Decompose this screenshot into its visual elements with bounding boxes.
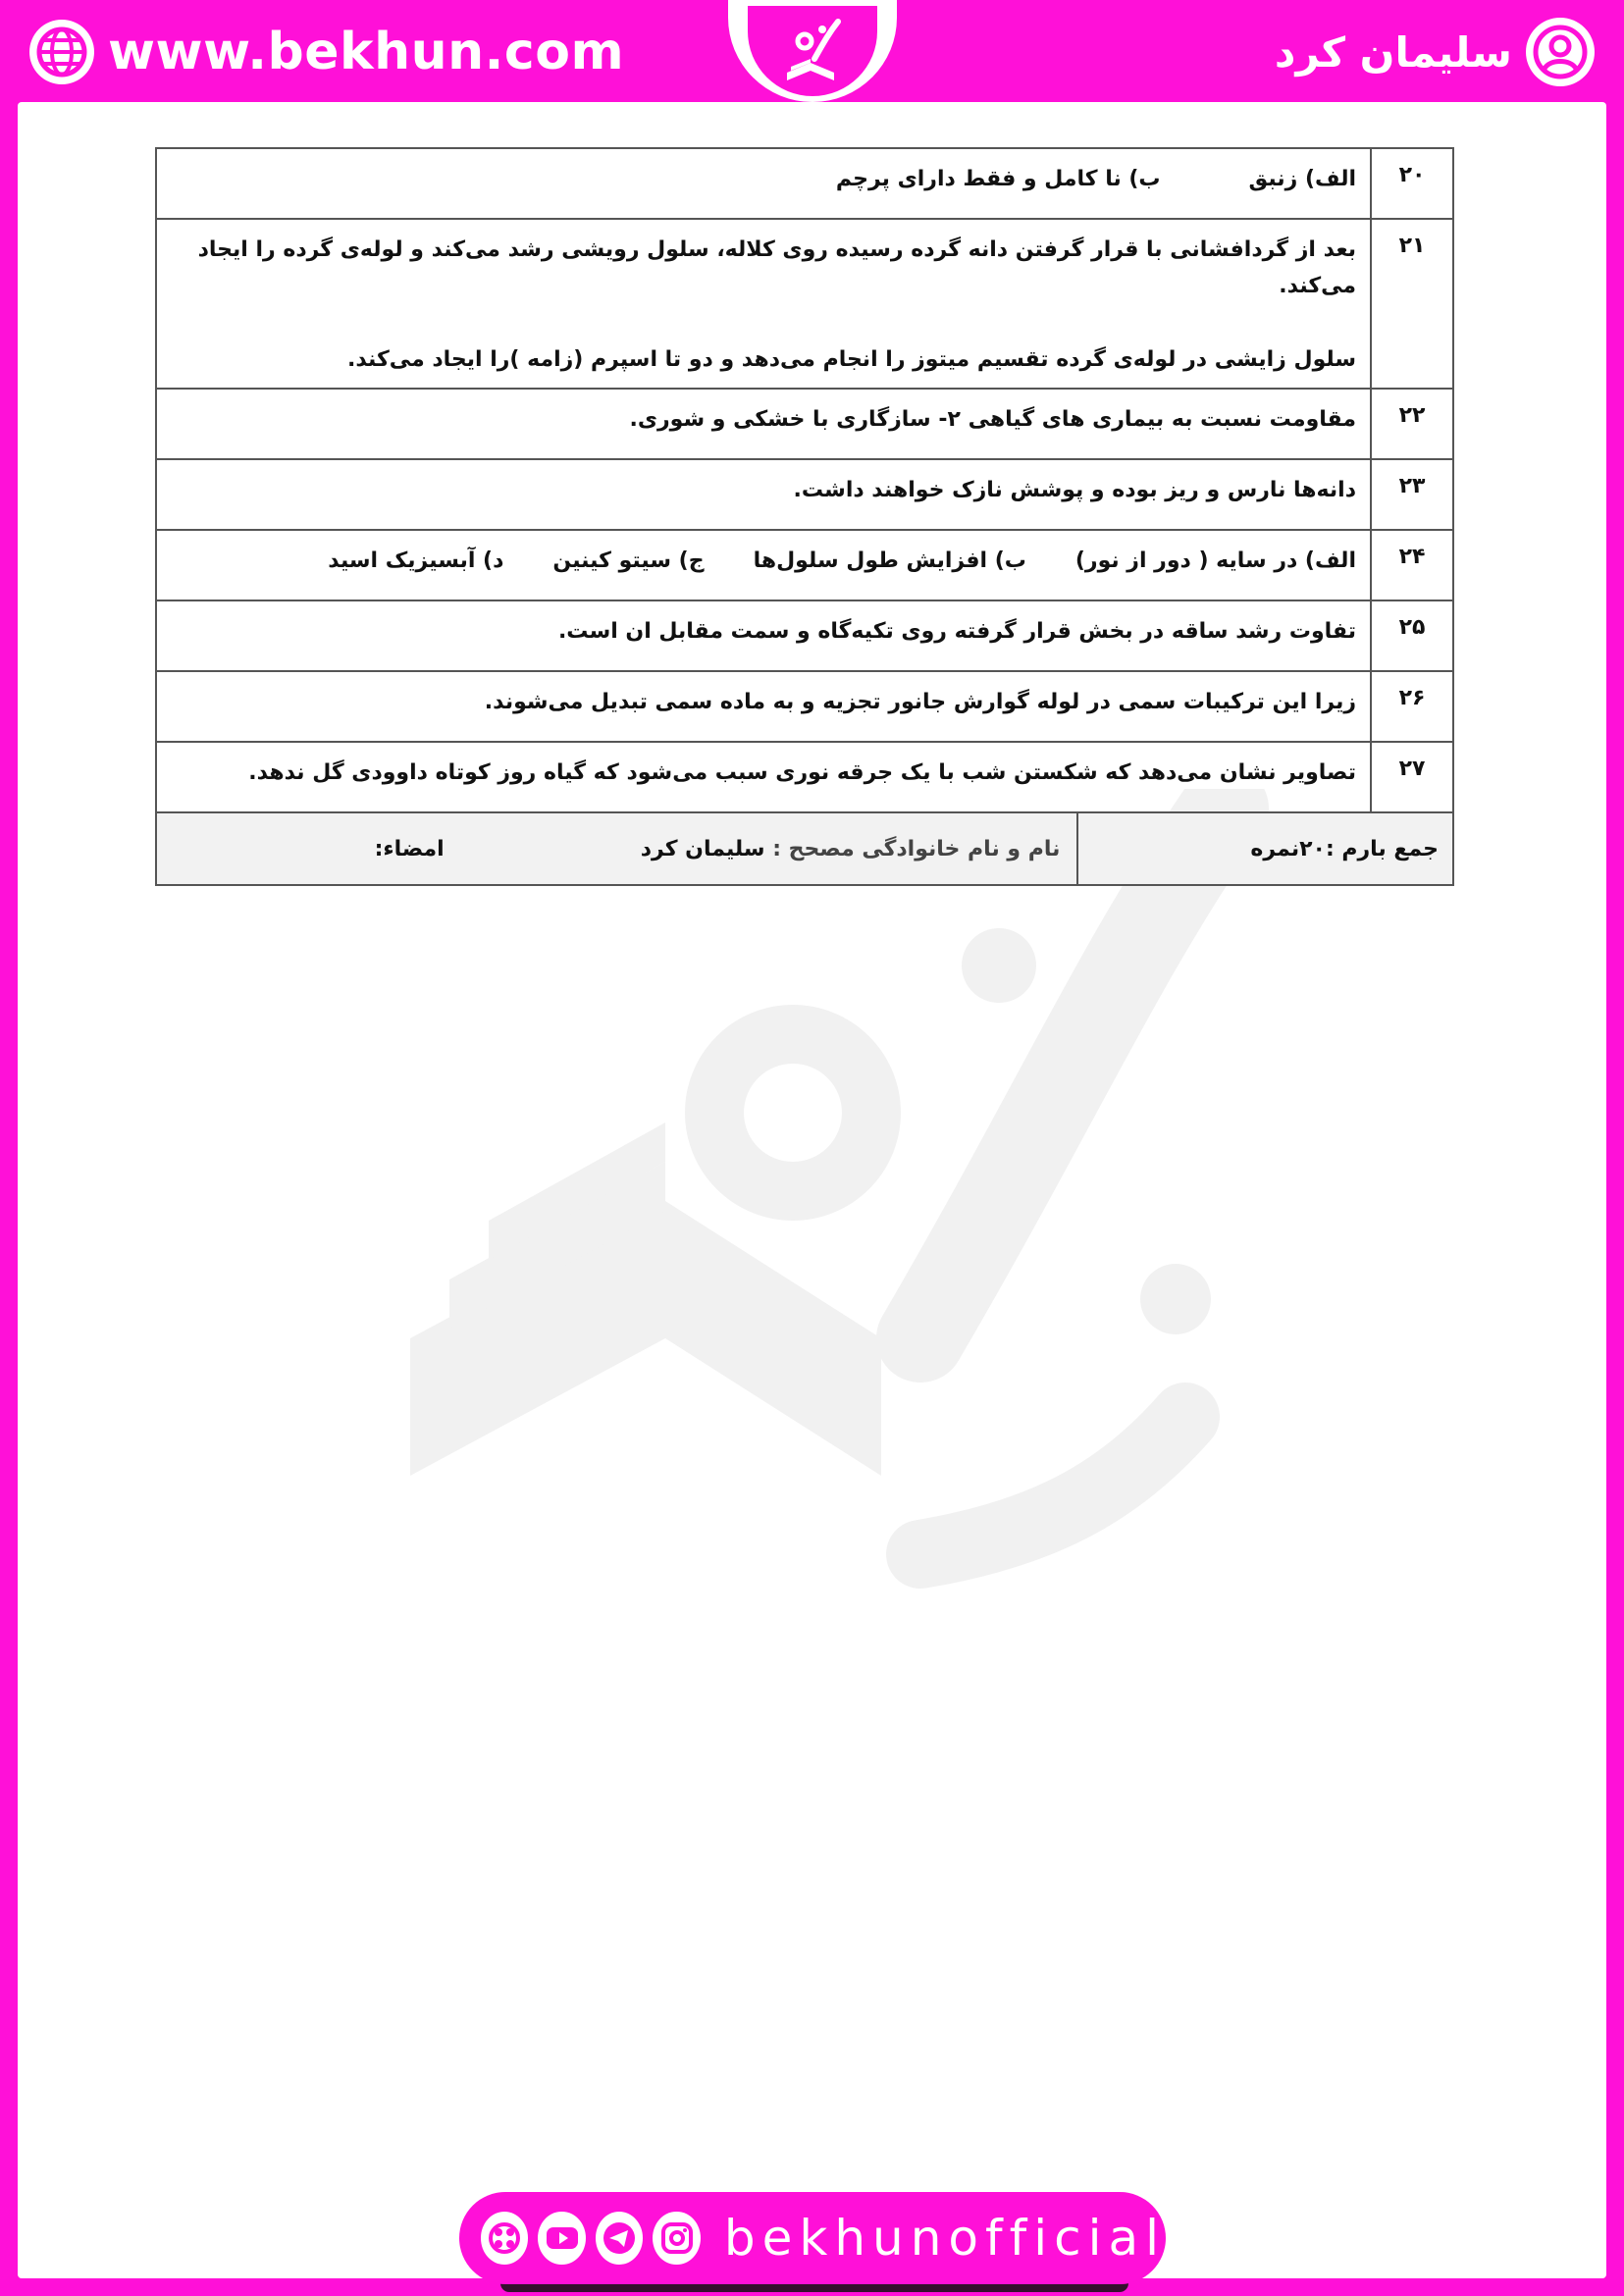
answer-line-1: بعد از گردافشانی با قرار گرفتن دانه گرده رسیده روی کلاله، سلول رویشی رشد می‌کند و لوله‌ی گرده را ایجاد می‌کند. [197,237,1356,298]
answer-text [156,530,1371,600]
total-score: جمع بارم :۲۰نمره [1077,812,1453,885]
answer-text: زیرا این ترکیبات سمی در لوله گوارش جانور تجزیه و به ماده سمی تبدیل می‌شوند. [156,671,1371,742]
logo-badge [748,6,877,96]
answer-line-2: سلول زایشی در لوله‌ی گرده تقسیم میتوز را انجام می‌دهد و دو تا اسپرم (زامه )را ایجاد می‌کند. [346,347,1356,372]
question-number: ۲۷ [1371,742,1453,812]
option-a: الف) در سایه ( دور از نور) [1074,548,1356,573]
aparat-icon[interactable] [481,2212,528,2265]
answer-text [156,219,1371,389]
header-bar [0,0,1624,102]
site-link[interactable] [29,22,624,82]
question-number: ۲۳ [1371,459,1453,530]
option-c: ج) سیتو کینین [552,548,705,573]
option-a: الف) زنبق [1248,167,1356,191]
answer-row-22 [156,389,1453,459]
brand-logo [728,0,897,102]
author-name: سلیمان کرد [1274,27,1512,77]
social-bar [459,2192,1166,2284]
answers-table [155,147,1454,886]
answer-row-27 [156,742,1453,812]
author-badge [1275,20,1595,84]
question-number: ۲۰ [1371,148,1453,219]
book-logo-icon [765,12,860,90]
signature-label: امضاء: [374,836,445,861]
question-number: ۲۴ [1371,530,1453,600]
option-b: ب) افزایش طول سلول‌ها [753,548,1026,573]
question-number: ۲۵ [1371,600,1453,671]
grader-name: سلیمان کرد [640,836,765,861]
telegram-icon[interactable] [596,2212,643,2265]
answer-row-23 [156,459,1453,530]
youtube-icon[interactable] [538,2212,585,2265]
answer-row-21 [156,219,1453,389]
answer-text: تصاویر نشان می‌دهد که شکستن شب با یک جرقه نوری سبب می‌شود که گیاه روز کوتاه داوودی گل ندهد. [156,742,1371,812]
answer-text [156,148,1371,219]
answer-row-24 [156,530,1453,600]
score-footer-row [156,812,1453,885]
option-d: د) آبسیزیک اسید [328,548,504,573]
question-number: ۲۲ [1371,389,1453,459]
watermark-logo-icon [371,789,1333,1770]
answer-text: دانه‌ها نارس و ریز بوده و پوشش نازک خواهند داشت. [156,459,1371,530]
globe-icon [29,20,94,84]
question-number: ۲۶ [1371,671,1453,742]
grader-label: نام و نام خانوادگی مصحح : [772,836,1061,861]
answer-sheet [18,102,1606,2278]
answer-text: مقاومت نسبت به بیماری های گیاهی ۲- سازگاری با خشکی و شوری. [156,389,1371,459]
question-number: ۲۱ [1371,219,1453,389]
answer-row-20 [156,148,1453,219]
answer-row-26 [156,671,1453,742]
grader-info [641,837,1061,861]
site-url[interactable]: www.bekhun.com [108,23,625,81]
instagram-icon[interactable] [653,2212,700,2265]
answer-text: تفاوت رشد ساقه در بخش قرار گرفته روی تکیه‌گاه و سمت مقابل ان است. [156,600,1371,671]
social-handle[interactable]: bekhunofficial [723,2210,1166,2267]
option-b: ب) نا کامل و فقط دارای پرچم [835,167,1161,191]
answer-row-25 [156,600,1453,671]
grader-cell [156,812,1077,885]
user-icon [1526,18,1595,86]
